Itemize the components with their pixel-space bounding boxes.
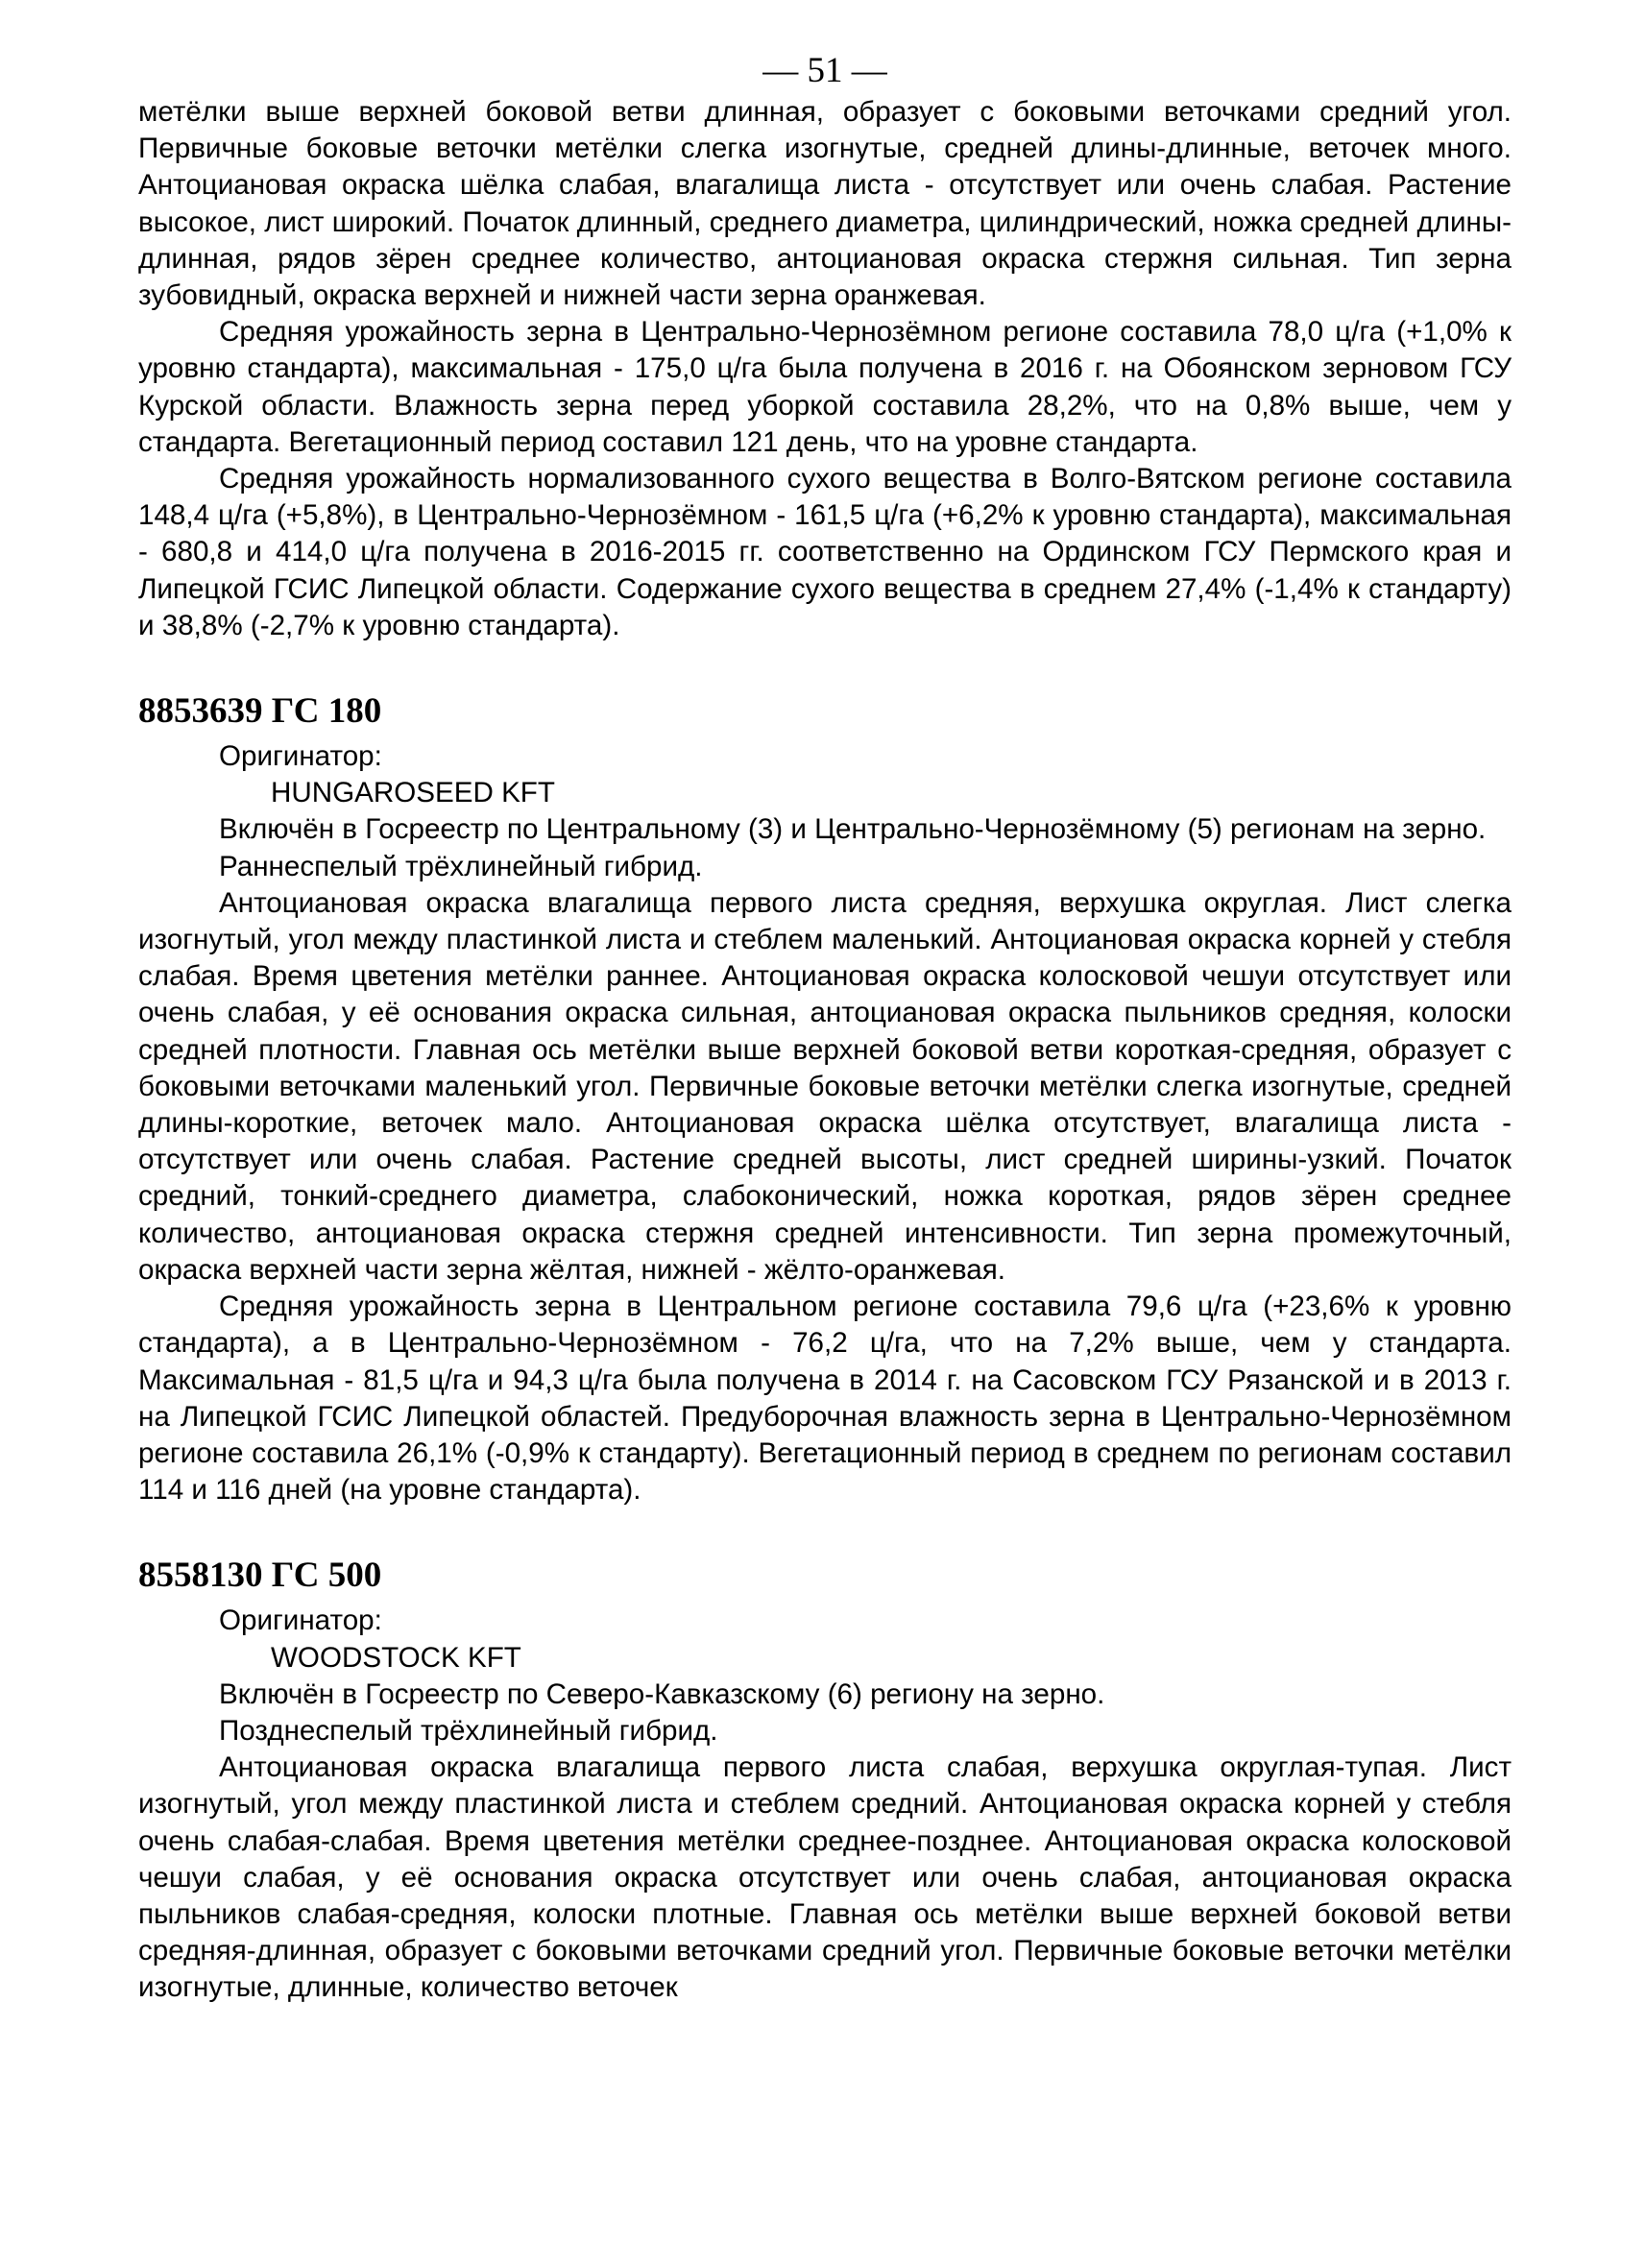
hybrid-entry-gs500 — [138, 1555, 1512, 2006]
intro-section — [138, 94, 1512, 644]
document-page — [138, 48, 1512, 2007]
registry-text: Включён в Госреестр по Северо-Кавказскому (6) региону на зерно. — [219, 1677, 1105, 1710]
description-text: Антоциановая окраска влагалища первого листа слабая, верхушка округлая-тупая. Лист изогнутый, угол между пластинкой листа и стеблем средний. Антоциановая окраска корней у стебля очень слабая-слабая. Время цветения метёлки среднее-позднее. Антоциановая окраска колосковой чешуи слабая, у её основания окраска отсутствует или очень слабая, антоциановая окраска пыльников слабая-средняя, колоски плотные. Главная ось метёлки выше верхней боковой ветви средняя-длинная, образует с боковыми веточками средний угол. Первичные боковые веточки метёлки изогнутые, длинные, количество веточек — [138, 1751, 1512, 2004]
hybrid-type: Раннеспелый трёхлинейный гибрид. — [219, 850, 703, 882]
registry-text: Включён в Госреестр по Центральному (3) и Центрально-Чернозёмному (5) регионам на зерно. — [219, 813, 1487, 846]
originator-name: WOODSTOCK KFT — [271, 1641, 521, 1674]
hybrid-type: Позднеспелый трёхлинейный гибрид. — [219, 1714, 718, 1747]
paragraph: метёлки выше верхней боковой ветви длинная, образует с боковыми веточками средний угол. Первичные боковые веточки метёлки слегка изогнутые, средней длины-длинные, веточек много. Антоциановая окраска шёлка слабая, влагалища листа - отсутствует или очень слабая. Растение высокое, лист широкий. Початок длинный, среднего диаметра, цилиндрический, ножка средней длины-длинная, рядов зёрен среднее количество, антоциановая окраска стержня сильная. Тип зерна зубовидный, окраска верхней и нижней части зерна оранжевая. — [138, 96, 1512, 312]
paragraph: Средняя урожайность зерна в Центрально-Чернозёмном регионе составила 78,0 ц/га (+1,0% к уровню стандарта), максимальная - 175,0 ц/га была получена в 2016 г. на Обоянском зерновом ГСУ Курской области. Влажность зерна перед уборкой составила 28,2%, что на 0,8% выше, чем у стандарта. Вегетационный период составил 121 день, что на уровне стандарта. — [138, 316, 1512, 458]
originator-label: Оригинатор: — [219, 1604, 382, 1637]
entry-heading: 8853639 ГС 180 — [138, 691, 382, 732]
entry-heading: 8558130 ГС 500 — [138, 1556, 382, 1596]
page-number: — 51 — — [762, 51, 887, 90]
yield-text: Средняя урожайность зерна в Центральном регионе составила 79,6 ц/га (+23,6% к уровню стандарта), а в Центрально-Чернозёмном - 76,2 ц/га, что на 7,2% выше, чем у стандарта. Максимальная - 81,5 ц/га и 94,3 ц/га была получена в 2014 г. на Сасовском ГСУ Рязанской и в 2013 г. на Липецкой ГСИС Липецкой областей. Предуборочная влажность зерна в Центрально-Чернозёмном регионе составила 26,1% (-0,9% к стандарту). Вегетационный период в среднем по регионам составил 114 и 116 дней (на уровне стандарта). — [138, 1291, 1512, 1507]
hybrid-entry-gs180 — [138, 690, 1512, 1508]
originator-name: HUNGAROSEED KFT — [271, 777, 555, 809]
description-text: Антоциановая окраска влагалища первого листа средняя, верхушка округлая. Лист слегка изогнутый, угол между пластинкой листа и стеблем маленький. Антоциановая окраска корней у стебля слабая. Время цветения метёлки раннее. Антоциановая окраска колосковой чешуи отсутствует или очень слабая, у её основания окраска сильная, антоциановая окраска пыльников средняя, колоски средней плотности. Главная ось метёлки выше верхней боковой ветви короткая-средняя, образует с боковыми веточками маленький угол. Первичные боковые веточки метёлки слегка изогнутые, средней длины-короткие, веточек мало. Антоциановая окраска шёлка отсутствует, влагалища листа - отсутствует или очень слабая. Растение средней высоты, лист средней ширины-узкий. Початок средний, тонкий-среднего диаметра, слабоконический, ножка короткая, рядов зёрен среднее количество, антоциановая окраска стержня средней интенсивности. Тип зерна промежуточный, окраска верхней части зерна жёлтая, нижней - жёлто-оранжевая. — [138, 886, 1512, 1286]
originator-label: Оригинатор: — [219, 740, 382, 773]
paragraph: Средняя урожайность нормализованного сухого вещества в Волго-Вятском регионе составила 148,4 ц/га (+5,8%), в Центрально-Чернозёмном - 161,5 ц/га (+6,2% к уровню стандарта), максимальная - 680,8 и 414,0 ц/га получена в 2016-2015 гг. соответственно на Ординском ГСУ Пермского края и Липецкой ГСИС Липецкой области. Содержание сухого вещества в среднем 27,4% (-1,4% к стандарту) и 38,8% (-2,7% к уровню стандарта). — [138, 463, 1512, 641]
